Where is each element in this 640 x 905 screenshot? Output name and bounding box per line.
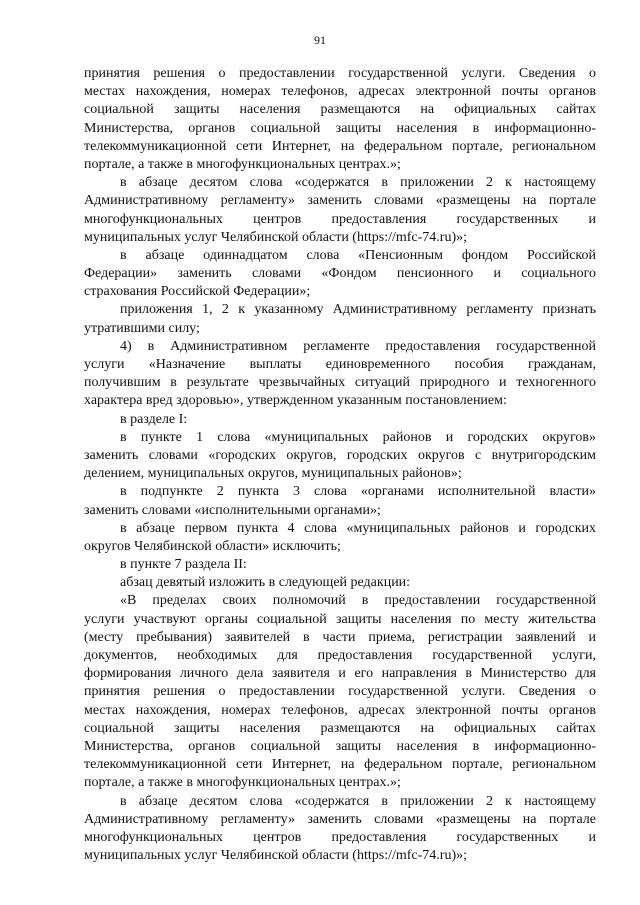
text-line: заменить словами «городских округов, городских округов с внутригородским bbox=[84, 447, 596, 463]
page-number: 91 bbox=[314, 33, 326, 47]
text-line: муниципальных услуг Челябинской области (https://mfc-74.ru)»; bbox=[84, 229, 468, 245]
text-line: утратившими силу; bbox=[84, 320, 200, 336]
text-line: услуги участвуют органы социальной защиты населения по месту жительства bbox=[84, 611, 596, 627]
text-line: телекоммуникационной сети Интернет, на федеральном портале, региональном bbox=[84, 757, 596, 773]
text-line: страхования Российской Федерации»; bbox=[84, 284, 311, 300]
text-line: телекоммуникационной сети Интернет, на федеральном портале, региональном bbox=[84, 138, 596, 154]
text-line: в пункте 1 слова «муниципальных районов и городских округов» bbox=[120, 429, 596, 445]
text-line: портале, а также в многофункциональных центрах.»; bbox=[84, 156, 401, 172]
text-line: приложения 1, 2 к указанному Административному регламенту признать bbox=[120, 302, 596, 318]
text-line: Федерации» заменить словами «Фондом пенсионного и социального bbox=[84, 266, 596, 282]
text-line: местах нахождения, номерах телефонов, адресах электронной почты органов bbox=[84, 84, 596, 100]
text-line: в пункте 7 раздела II: bbox=[120, 557, 247, 573]
document-body bbox=[84, 65, 596, 865]
text-line: муниципальных услуг Челябинской области (https://mfc-74.ru)»; bbox=[84, 848, 468, 864]
text-line: формирования личного дела заявителя и его направления в Министерство для bbox=[84, 666, 596, 682]
text-line: 4) в Административном регламенте предоставления государственной bbox=[120, 338, 596, 354]
text-line: принятия решения о предоставлении государственной услуги. Сведения о bbox=[84, 66, 596, 81]
text-line: округов Челябинской области» исключить; bbox=[84, 538, 341, 554]
text-line: получившим в результате чрезвычайных ситуаций природного и техногенного bbox=[84, 375, 596, 391]
text-line: многофункциональных центров предоставления государственных и bbox=[84, 829, 596, 845]
text-line: делением, муниципальных округов, муниципальных районов»; bbox=[84, 466, 462, 482]
text-line: «В пределах своих полномочий в предоставлении государственной bbox=[120, 593, 596, 609]
text-line: социальной защиты населения размещаются на официальных сайтах bbox=[84, 720, 596, 736]
text-line: Министерства, органов социальной защиты населения в информационно- bbox=[84, 738, 596, 754]
text-line: в абзаце десятом слова «содержатся в приложении 2 к настоящему bbox=[120, 175, 596, 191]
text-line: Административному регламенту» заменить словами «размещены на портале bbox=[84, 193, 596, 209]
text-line: в подпункте 2 пункта 3 слова «органами исполнительной власти» bbox=[120, 484, 596, 500]
text-line: услуги «Назначение выплаты единовременного пособия гражданам, bbox=[84, 357, 596, 372]
text-line: Министерства, органов социальной защиты населения в информационно- bbox=[84, 120, 596, 136]
text-line: (месту пребывания) заявителей в части приема, регистрации заявлений и bbox=[84, 629, 596, 645]
text-line: заменить словами «исполнительными органами»; bbox=[84, 502, 381, 518]
text-line: принятия решения о предоставлении государственной услуги. Сведения о bbox=[84, 684, 596, 700]
text-line: местах нахождения, номерах телефонов, адресах электронной почты органов bbox=[84, 702, 596, 718]
text-line: социальной защиты населения размещаются на официальных сайтах bbox=[84, 102, 596, 118]
text-line: характера вред здоровью», утвержденном указанным постановлением: bbox=[84, 393, 507, 409]
text-line: Административному регламенту» заменить словами «размещены на портале bbox=[84, 811, 596, 827]
text-line: в абзаце десятом слова «содержатся в приложении 2 к настоящему bbox=[120, 793, 596, 809]
text-line: абзац девятый изложить в следующей редакции: bbox=[120, 575, 411, 591]
text-line: многофункциональных центров предоставления государственных и bbox=[84, 211, 596, 227]
text-line: в разделе I: bbox=[120, 411, 188, 427]
text-line: документов, необходимых для предоставления государственной услуги, bbox=[84, 648, 596, 663]
text-line: в абзаце одиннадцатом слова «Пенсионным фондом Российской bbox=[120, 247, 596, 263]
text-line: в абзаце первом пункта 4 слова «муниципальных районов и городских bbox=[120, 520, 596, 536]
text-line: портале, а также в многофункциональных центрах.»; bbox=[84, 775, 401, 791]
